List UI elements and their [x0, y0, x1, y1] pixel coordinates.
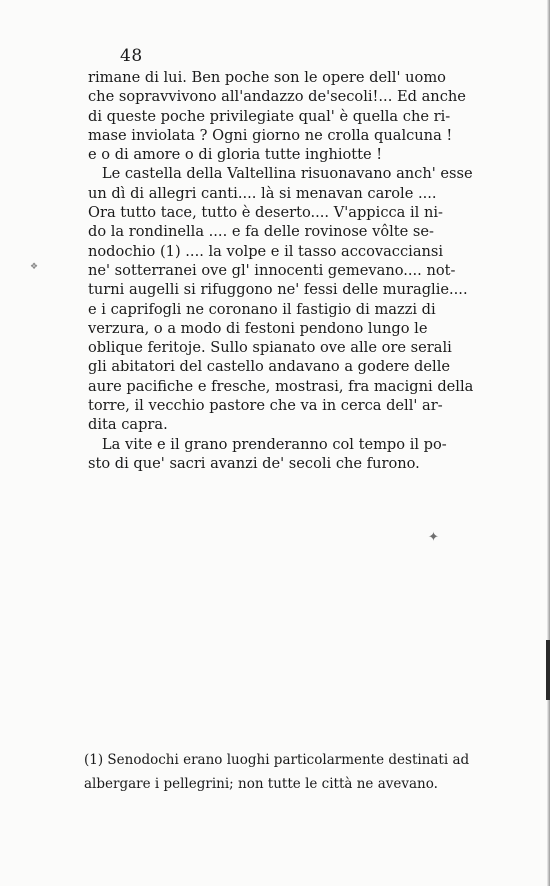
footnote: [84, 748, 504, 796]
footnote-line: albergare i pellegrini; non tutte le città ne avevano.: [84, 776, 438, 792]
text-line: nodochio (1) .... la volpe e il tasso accovacciansi: [88, 242, 444, 260]
text-line: che sopravvivono all'andazzo de'secoli!... Ed anche: [88, 88, 466, 106]
text-line: verzura, o a modo di festoni pendono lungo le: [88, 319, 428, 337]
ink-speck-icon: ❖: [30, 262, 39, 272]
text-line: do la rondinella .... e fa delle rovinose vôlte se-: [88, 223, 434, 241]
text-line: oblique feritoje. Sullo spianato ove alle ore serali: [88, 339, 452, 357]
text-line: un dì di allegri canti.... là si menavan carole ....: [88, 184, 437, 202]
printer-mark-icon: ✦: [428, 530, 439, 545]
page-number: 48: [120, 46, 143, 66]
text-line: gli abitatori del castello andavano a godere delle: [88, 358, 450, 376]
text-line: e o di amore o di gloria tutte inghiotte !: [88, 146, 383, 164]
text-line: sto di que' sacri avanzi de' secoli che furono.: [88, 454, 420, 472]
text-line: dita capra.: [88, 416, 168, 434]
text-line: e i caprifogli ne coronano il fastigio di mazzi di: [88, 300, 436, 318]
page-edge-mark: [546, 640, 550, 700]
text-line: Le castella della Valtellina risuonavano anch' esse: [88, 165, 473, 183]
text-line: torre, il vecchio pastore che va in cerca dell' ar-: [88, 397, 443, 415]
text-line: mase inviolata ? Ogni giorno ne crolla qualcuna !: [88, 126, 453, 144]
text-line: Ora tutto tace, tutto è deserto.... V'appicca il ni-: [88, 204, 443, 222]
text-line: rimane di lui. Ben poche son le opere dell' uomo: [88, 69, 446, 86]
footnote-line: (1) Senodochi erano luoghi particolarmente destinati ad: [84, 752, 470, 768]
text-line: La vite e il grano prenderanno col tempo il po-: [88, 435, 447, 453]
text-line: turni augelli si rifuggono ne' fessi delle muraglie....: [88, 281, 468, 299]
text-line: di queste poche privilegiate qual' è quella che ri-: [88, 107, 451, 125]
text-line: aure pacifiche e fresche, mostrasi, fra macigni della: [88, 377, 474, 395]
text-line: ne' sotterranei ove gl' innocenti gemevano.... not-: [88, 261, 456, 279]
body-text: [88, 68, 514, 473]
